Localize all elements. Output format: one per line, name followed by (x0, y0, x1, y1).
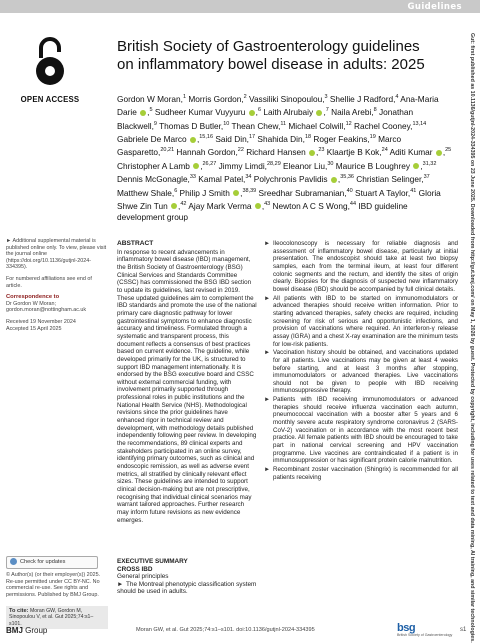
bullet-icon: ► (264, 466, 271, 474)
open-access-label: OPEN ACCESS (20, 95, 80, 104)
recommendation-bullet: ► Vaccination history should be obtained, and vaccinations updated for all patients. Live vaccinations may be given at least 4 weeks before starting, and at least 3 months after stopping, immunomodulators or advanced therapies. Live vaccinations should not be given to people with IBD receiving immunosuppressive therapy. (264, 349, 458, 395)
open-access-lock-icon (32, 36, 68, 88)
article-sidebar (6, 238, 108, 337)
bmj-logo: BMJ Group (6, 626, 48, 635)
supplemental-note: ► Additional supplemental material is published online only. To view, please visit the journal online (https://doi.org/10.1136/gutjnl-2024-334395). (6, 238, 107, 271)
to-cite-heading: To cite: (9, 608, 29, 614)
abstract-text: In response to recent advancements in inflammatory bowel disease (IBD) management, the British Society of Gastroenterology (BSG) Clinical Services and Standards Committee (CSSC) has commissioned the BSG IBD section to update its guidelines, last revised in 2019. These updated guidelines aim to complement the IBD standards and promote the use of the national primary care diagnostic pathway for lower gastrointestinal symptoms to enhance diagnostic accuracy and timeliness. Formulated through a systematic and transparent process, this document reflects a consensus of best practices based on current evidence. The guideline, while developed primarily for the UK, is structured to support IBD management internationally. It is endorsed by the BSG executive board and CSSC without external commercial funding, with involvement primarily supported through professional roles in public institutions and the National Health Service (NHS). Methodological revisions since the prior guidelines have enhanced rigor in technical review and development, with methodology details published independently following peer review. In developing the recommendations, 89 clinical experts and stakeholders participated in an online survey, identifying primary outcomes, such as clinical and endoscopic remission, as well as adverse event metrics, all stratified by clinically relevant effect sizes. These guidelines are intended to support clinical decision-making but are not prescriptive, recognising that individual clinical scenarios may warrant tailored approaches. Further research may inform future revisions as new evidence emerges. (117, 248, 257, 524)
montreal-bullet: ► The Montreal phenotypic classification system should be used in adults. (117, 580, 257, 596)
cross-ibd-heading: CROSS IBD (117, 565, 153, 573)
update-check-icon (10, 558, 17, 565)
abstract (117, 240, 257, 524)
check-for-updates-button[interactable] (6, 556, 98, 569)
received-date: Received 19 November 2024 (6, 318, 76, 325)
executive-summary (117, 558, 257, 596)
abstract-heading: ABSTRACT (117, 240, 154, 247)
recommendation-bullet: ► Ileocolonoscopy is necessary for reliable diagnosis and assessment of inflammatory bowel disease, particularly at initial presentation. The endoscopist should take at least two biopsy samples, each from the terminal ileum, at least four different colonic segments and the rectum, and identify the sites of origin clearly. Biopsies for the diagnosis of suspected new inflammatory bowel disease (IBD) should be accompanied by full clinical details. (264, 240, 458, 293)
general-principles-heading: General principles (117, 573, 169, 581)
recommendation-bullet: ► All patients with IBD to be started on immunomodulators or advanced therapies should receive written information. Prior to starting advanced therapies, safety checks are required, including screening for risk of serious and opportunistic infections, and provision of vaccinations where required. An interferon-γ release assay (IGRA) and a chest X-ray examination are the minimum tests for low-risk patients. (264, 294, 459, 348)
recommendations-column (264, 240, 458, 482)
author-list: Gordon W Moran,$^1$ Morris Gordon,$^2$ Vassiliki Sinopoulou,$^3$ Shellie J Radford,$^4$ Ana-Maria Darie ,$^5$ Sudheer Kumar Vuyyuru ,$^6$ Laith Alrubaiy ,$^7$ Naila Arebi,$^8$ Jonathan Blackwell,$^9$ Thomas D Butler,$^{10}$ Thean Chew,$^{11}$ Michael Colwill,$^{12}$ Rachel Cooney,$^{13,14}$ Gabriele De Marco ,$^{15,16}$ Said Din,$^{17}$ Shahida Din,$^{18}$ Roger Feakins,$^{19}$ Marco Gasparetto,$^{20,21}$ Hannah Gordon,$^{22}$ Richard Hansen ,$^{23}$ Klaartje B Kok,$^{24}$ Aditi Kumar ,$^{25}$ Christopher A Lamb ,$^{26,27}$ Jimmy Limdi,$^{28,29}$ Eleanor Liu,$^{30}$ Maurice B Loughrey ,$^{31,32}$ Dennis McGonagle,$^{33}$ Kamal Patel,$^{34}$ Polychronis Pavlidis ,$^{35,36}$ Christian Selinger,$^{37}$ Matthew Shale,$^6$ Philip J Smith ,$^{38,39}$ Sreedhar Subramanian,$^{40}$ Stuart A Taylor,$^{41}$ Gloria Shwe Zin Tun ,$^{42}$ Ajay Mark Verma ,$^{43}$ Newton A C S Wong,$^{44}$ IBD guideline development group (117, 93, 452, 223)
accepted-date: Accepted 15 April 2025 (6, 325, 62, 332)
executive-summary-heading: EXECUTIVE SUMMARY (117, 558, 188, 565)
bullet-icon: ► (264, 240, 271, 247)
copyright-notice: © Author(s) (or their employer(s)) 2025. Re-use permitted under CC BY-NC. No commercial re-use. See rights and permissions. Published by BMJ Group. (6, 572, 101, 598)
page-footer (0, 618, 480, 640)
affiliations-note: For numbered affiliations see end of article. (6, 275, 92, 289)
bullet-icon: ► (264, 396, 271, 404)
bsg-logo-caption: British Society of Gastroenterology (397, 633, 453, 637)
section-header-bar (0, 0, 480, 13)
article-title: British Society of Gastroenterology guidelines on inflammatory bowel disease in adults: 2025 (117, 38, 425, 73)
page-number: s1 (460, 627, 467, 633)
bullet-icon: ► (117, 580, 124, 588)
bullet-icon: ► (264, 349, 271, 357)
correspondence-details: Dr Gordon W Moran; gordon.moran@nottingham.ac.uk (6, 300, 87, 314)
footer-citation: Moran GW, et al. Gut 2025;74:s1–s101. doi:10.1136/gutjnl-2024-334395 (136, 627, 315, 633)
section-label: Guidelines (407, 2, 462, 12)
margin-note-text: Gut: first published as 10.1136/gutjnl-2024-334395 on 23 June 2025. Downloaded from http://gut.bmj.com/ on May 1, 2026 by guest. Protected by copyright, including for uses related to text and data mining, AI training, and similar technologies. (469, 33, 475, 643)
to-cite-text: Moran GW, Gordon M, Sinopoulou V, et al. Gut 2025;74:s1–s101. (9, 608, 94, 627)
recommendation-bullet: ► Recombinant zoster vaccination (Shingrix) is recommended for all patients receiving (264, 466, 458, 481)
bullet-icon: ► (264, 294, 271, 302)
bsg-logo: bsg (397, 622, 416, 634)
recommendation-bullet: ► Patients with IBD receiving immunomodulators or advanced therapies should receive influenza vaccination each autumn, pneumococcal vaccination with a booster after 5 years and 6 monthly severe acute respiratory syndrome coronavirus 2 (SARS-CoV-2) vaccination or in accordance with the most recent best practice. All female patients with IBD should be encouraged to take part in national cervical screening and HPV vaccination programme. Live vaccines are contraindicated if a patient is in immunosuppression or has significant protein calorie malnutrition. (264, 396, 458, 465)
open-access-badge (8, 36, 92, 104)
check-for-updates-label: Check for updates (20, 559, 66, 565)
correspondence-heading: Correspondence to (6, 294, 60, 301)
download-margin-note (462, 33, 476, 643)
